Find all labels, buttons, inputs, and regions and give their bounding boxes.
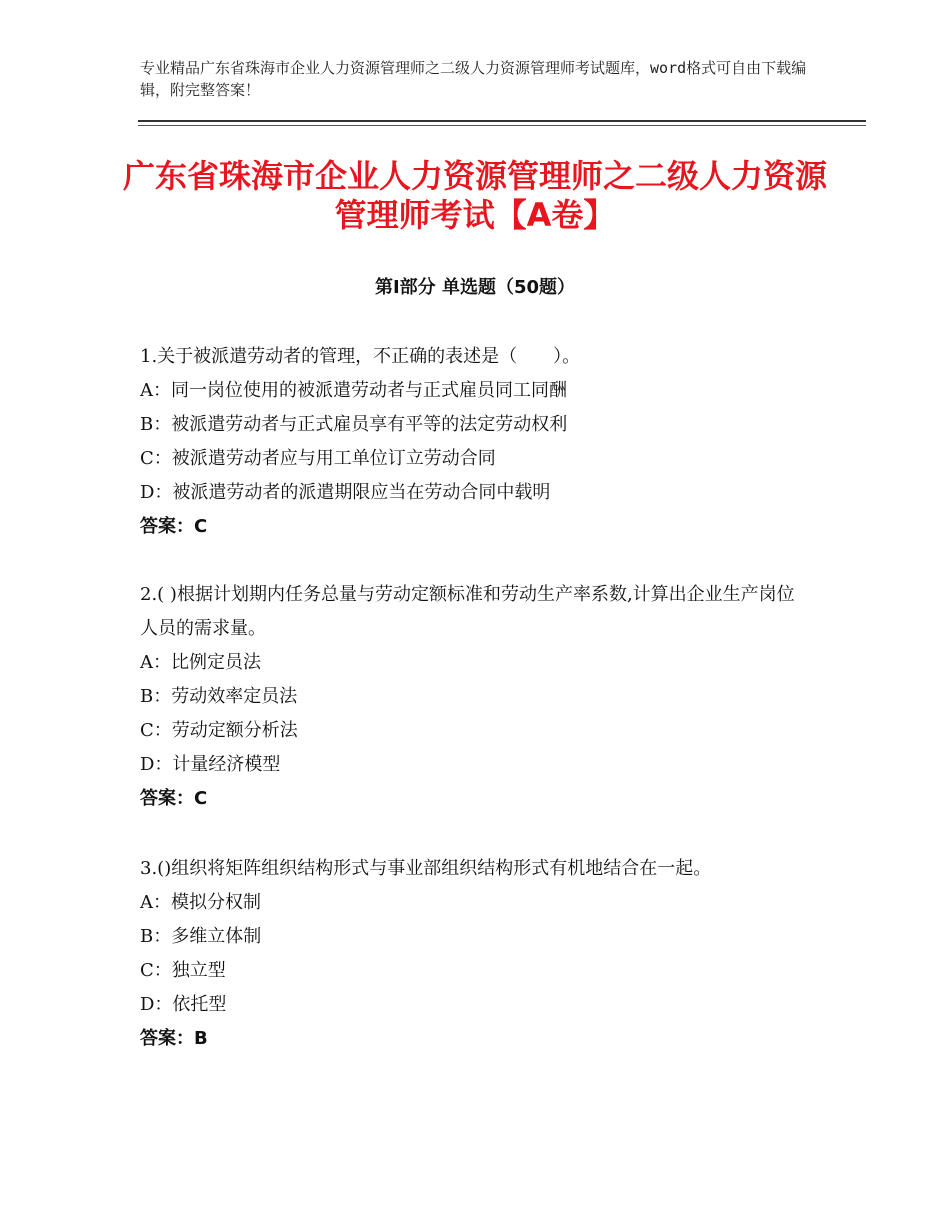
question-stem: 1.关于被派遣劳动者的管理，不正确的表述是（ ）。 [140,346,581,367]
answer: 答案：B [140,1028,208,1049]
option-c: C：独立型 [140,960,226,981]
question-2 [140,578,800,816]
section-heading: 第Ⅰ部分 单选题（50题） [374,277,575,298]
question-stem: 3.()组织将矩阵组织结构形式与事业部组织结构形式有机地结合在一起。 [140,858,712,879]
question-3 [140,852,800,1056]
option-d: D：依托型 [140,994,227,1015]
option-a: A：比例定员法 [140,652,261,673]
header-note: 专业精品广东省珠海市企业人力资源管理师之二级人力资源管理师考试题库，word格式可自由下载编辑，附完整答案！ [140,59,807,99]
question-1 [140,340,800,544]
option-b: B：劳动效率定员法 [140,686,298,707]
option-b: B：被派遣劳动者与正式雇员享有平等的法定劳动权利 [140,414,568,435]
option-d: D：计量经济模型 [140,754,281,775]
option-c: C：被派遣劳动者应与用工单位订立劳动合同 [140,448,496,469]
option-b: B：多维立体制 [140,926,262,947]
option-a: A：模拟分权制 [140,892,261,913]
answer: 答案：C [140,788,208,809]
option-c: C：劳动定额分析法 [140,720,298,741]
document-title: 广东省珠海市企业人力资源管理师之二级人力资源管理师考试【A卷】 [122,157,827,234]
option-a: A：同一岗位使用的被派遣劳动者与正式雇员同工同酬 [140,380,567,401]
question-stem: 2.( )根据计划期内任务总量与劳动定额标准和劳动生产率系数,计算出企业生产岗位人员的需求量。 [140,584,795,639]
option-d: D：被派遣劳动者的派遣期限应当在劳动合同中载明 [140,482,551,503]
answer: 答案：C [140,516,208,537]
header-rule-thick [138,120,866,122]
header-rule-thin [138,125,866,126]
